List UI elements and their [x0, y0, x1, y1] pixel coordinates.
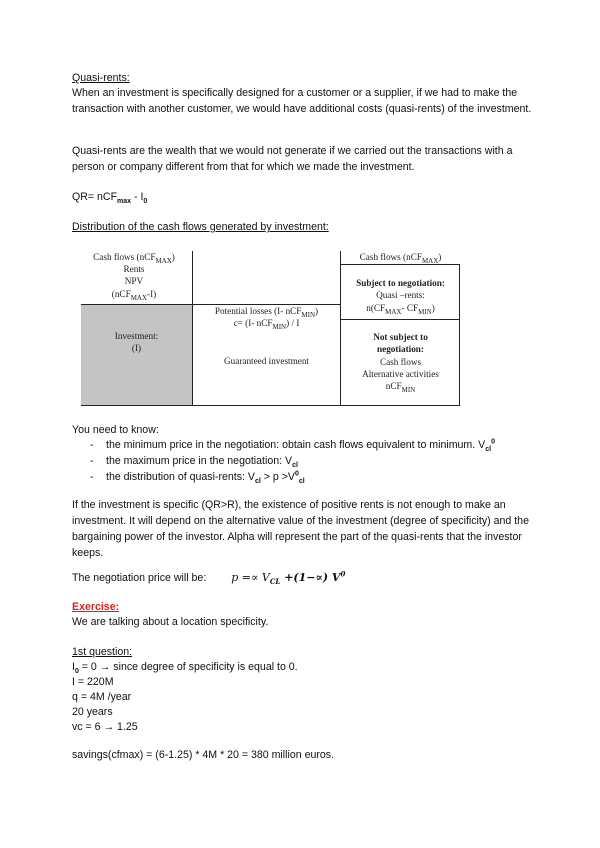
cash-flows-label: Cash flows	[379, 357, 422, 367]
first-question-heading: 1st question:	[72, 646, 133, 658]
need-to-know-intro: You need to know:	[72, 424, 159, 436]
cash-flow-distribution-table	[76, 251, 460, 406]
list-item: - the maximum price in the negotiation: $V_{cl}$	[72, 453, 532, 469]
savings-line: savings(cfmax) = (6-1.25) * 4M * 20 = 380 million euros.	[72, 749, 335, 761]
col3-header: Cash flows (nCF$_{MAX}$)	[359, 252, 442, 265]
rents-label: Rents	[123, 264, 145, 274]
table-divider	[340, 319, 460, 320]
investment-symbol: (I)	[131, 343, 142, 353]
quasi-rents-formula: $n(CF_{MAX}-$ $CF_{MIN}$)	[366, 303, 435, 316]
specificity-formula: c= (I- nCF$_{MIN}$) / I	[233, 318, 300, 331]
list-item: - the minimum price in the negotiation: obtain cash flows equivalent to minimum. $V_{cl}^0$	[72, 437, 532, 453]
npv-label: NPV	[124, 276, 144, 286]
specific-investment-paragraph: If the investment is specific (QR>R), the existence of positive rents is not enough to make an investment. It will depend on the alternative value of the investment (degree of specificity) and the bargaining power of the investor. Alpha will represent the part of the quasi-rents that the investor keeps.	[72, 499, 529, 559]
quasi-rents-label: Quasi –rents:	[376, 290, 425, 300]
qr-formula: $QR= nCF_{max} - I_0$	[72, 191, 148, 206]
quasi-rents-paragraph-1: When an investment is specifically designed for a customer or a supplier, if we had to make the transaction with another customer, we would have additional costs (quasi-rents) of the investment.	[72, 87, 532, 115]
table-divider	[81, 304, 340, 305]
not-subject-label-1: Not subject to	[373, 332, 428, 342]
guaranteed-investment: Guaranteed investment	[224, 356, 309, 366]
npv-formula: (nCF$_{MAX}$-I)	[111, 289, 157, 302]
investment-label: Investment:	[114, 331, 159, 341]
potential-losses: Potential losses (I- nCF$_{MIN}$)	[214, 306, 319, 319]
list-item: - the distribution of quasi-rents: $V_{cl} > p >V^0_{cl}$	[72, 469, 532, 485]
negotiation-formula: $p =\propto V_{CL} +(1-\propto)$ $V^0$	[231, 569, 346, 587]
distribution-heading: Distribution of the cash flows generated by investment:	[72, 221, 329, 233]
negotiation-price-row: The negotiation price will be: $p =\propto V_{CL} +(1-\propto)$ $V^0$	[72, 569, 346, 587]
col1-header: Cash flows (nCF$_{MAX}$)	[93, 252, 175, 265]
subject-to-negotiation: Subject to negotiation:	[356, 278, 445, 288]
ncf-min: nCF$_{MIN}$	[385, 381, 416, 394]
exercise-intro: We are talking about a location specificity.	[72, 616, 269, 628]
alternative-activities: Alternative activities	[362, 369, 439, 379]
not-subject-label-2: negotiation:	[377, 344, 424, 354]
table-divider	[340, 264, 460, 265]
table-divider	[81, 405, 460, 406]
quasi-rents-heading: Quasi-rents:	[72, 72, 130, 84]
i0-line: $I_0 = 0$ → since degree of specificity is equal to 0.	[72, 661, 298, 676]
q-line: q = 4M /year	[72, 691, 132, 703]
investment-cell-shade	[81, 304, 192, 406]
need-to-know-list	[72, 437, 532, 485]
years-line: 20 years	[72, 706, 113, 718]
vc-line: vc = 6 → 1.25	[72, 721, 138, 733]
quasi-rents-paragraph-2: Quasi-rents are the wealth that we would not generate if we carried out the transactions with a person or company different from that for which we made the investment.	[72, 145, 513, 173]
i-line: I = 220M	[72, 676, 114, 688]
exercise-heading: Exercise:	[72, 601, 120, 613]
